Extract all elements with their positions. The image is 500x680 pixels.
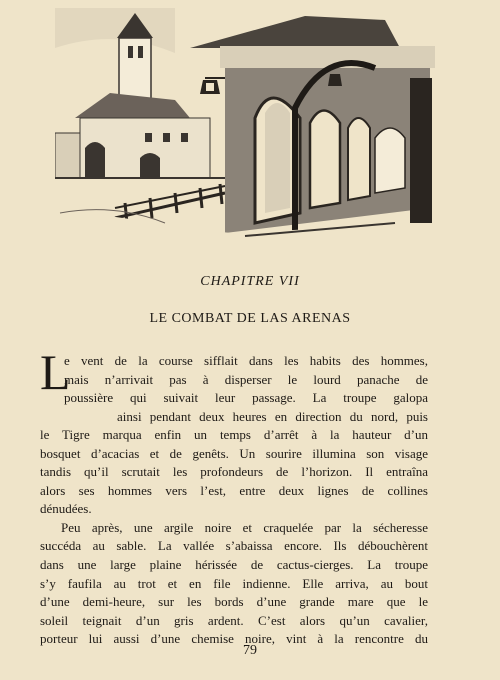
text-line: poussière qui suivait leur passage. La troupe galopa: [64, 390, 428, 406]
text-line: tandis qu’il scrutait les profondeurs de l’horizon. Il entraîna: [40, 464, 428, 480]
text-line: e vent de la course sifflait dans les habits des hommes,: [64, 353, 428, 368]
text-line: le Tigre marqua enfin un temps d’arrêt à la hauteur d’un: [40, 427, 428, 443]
page-number: 79: [243, 643, 257, 658]
village-arcade-illustration: [55, 8, 440, 248]
text-line: porteur lui aussi d’une chemise noire, vint à la rencontre du: [40, 631, 428, 647]
text-line: dans une large plaine hérissée de cactus-cierges. La troupe: [40, 557, 428, 573]
chapter-title: LE COMBAT DE LAS ARENAS: [149, 311, 351, 326]
text-line: mais n’arrivait pas à disperser le lourd panache de: [64, 371, 428, 387]
text-line: alors ses hommes vers l’est, entre deux lignes de collines: [40, 482, 428, 498]
chapter-body: [40, 352, 428, 649]
text-line: Peu après, une argile noire et craquelée par la sécheresse: [61, 519, 428, 535]
chapter-number: CHAPITRE VII: [200, 274, 300, 289]
text-line: d’une demi-heure, sur les bords d’une grande mare que le: [40, 594, 428, 610]
text-line: dénudées.: [40, 501, 92, 517]
text-line: soleil teignait d’un gris ardent. C’est alors qu’un cavalier,: [40, 612, 428, 628]
text-line: s’y faufila au trot et en file indienne. Elle arriva, au bout: [40, 575, 428, 591]
text-line: succéda au sable. La vallée s’abaissa encore. Ils débouchèrent: [40, 538, 428, 554]
text-line: bosquet d’acacias et de genêts. Un sourire illumina son visage: [40, 445, 428, 461]
text-line: ainsi pendant deux heures en direction du nord, puis: [117, 408, 428, 424]
drop-cap: L: [40, 344, 71, 400]
